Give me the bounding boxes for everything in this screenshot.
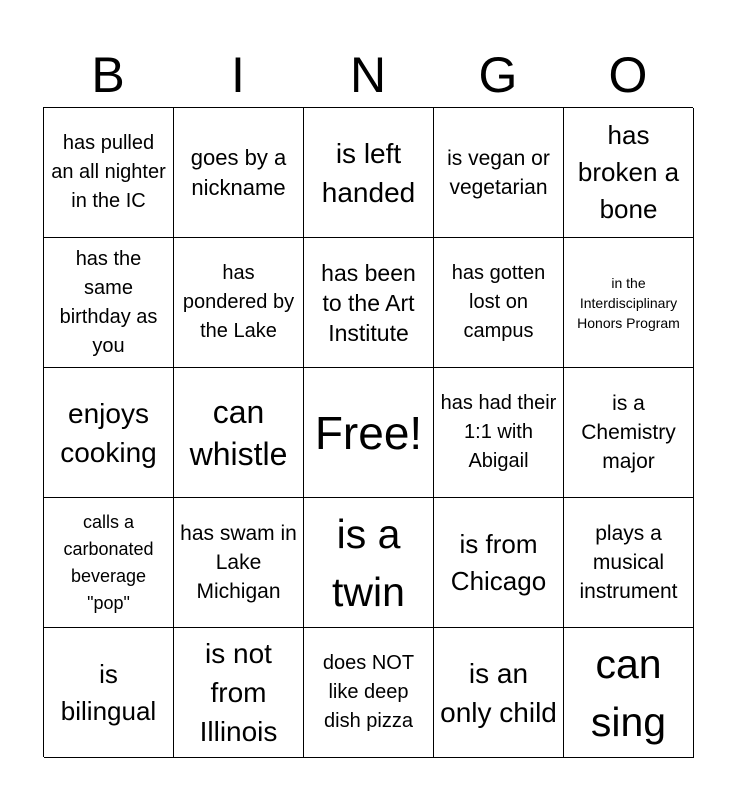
bingo-cell-text: is left handed xyxy=(321,137,416,208)
bingo-cell[interactable] xyxy=(44,108,174,238)
bingo-cell-text: is bilingual xyxy=(60,658,157,726)
bingo-cell[interactable] xyxy=(564,238,694,368)
bingo-cell[interactable] xyxy=(304,238,434,368)
header-letter-n: N xyxy=(349,47,387,103)
bingo-cell[interactable] xyxy=(174,368,304,498)
bingo-cell-text: has pulled an all nighter in the IC xyxy=(51,132,166,212)
header-letter-b: B xyxy=(91,47,125,103)
bingo-cell-text: is from Chicago xyxy=(450,528,547,596)
bingo-cell-text: is a twin xyxy=(332,510,405,615)
bingo-cell[interactable] xyxy=(304,498,434,628)
bingo-cell-text: does NOT like deep dish pizza xyxy=(322,652,415,732)
bingo-header xyxy=(43,42,693,108)
bingo-cell-text: can whistle xyxy=(189,393,288,472)
bingo-cell-text: has broken a bone xyxy=(577,120,680,224)
bingo-cell-text: calls a carbonated beverage "pop" xyxy=(63,511,154,613)
bingo-cell[interactable] xyxy=(44,238,174,368)
header-letter-o: O xyxy=(608,47,648,103)
header-letter-i: I xyxy=(231,47,245,103)
bingo-cell-text: in the Interdisciplinary Honors Program xyxy=(577,274,680,331)
bingo-cell-text: has the same birthday as you xyxy=(59,247,158,357)
bingo-cell-text: Free! xyxy=(314,406,423,459)
bingo-cell-text: has pondered by the Lake xyxy=(182,262,295,342)
bingo-cell[interactable] xyxy=(174,628,304,758)
bingo-cell[interactable] xyxy=(44,498,174,628)
bingo-cell-text: can sing xyxy=(590,640,667,745)
bingo-grid xyxy=(43,107,693,757)
bingo-cell[interactable] xyxy=(434,368,564,498)
bingo-cell[interactable] xyxy=(44,628,174,758)
bingo-cell[interactable] xyxy=(304,108,434,238)
bingo-cell[interactable] xyxy=(564,368,694,498)
bingo-cell[interactable] xyxy=(304,628,434,758)
bingo-cell-text: goes by a nickname xyxy=(190,144,287,200)
bingo-cell-text: is vegan or vegetarian xyxy=(447,146,550,199)
bingo-cell[interactable] xyxy=(304,368,434,498)
bingo-cell-text: enjoys cooking xyxy=(60,397,157,468)
bingo-cell[interactable] xyxy=(434,108,564,238)
bingo-cell[interactable] xyxy=(564,498,694,628)
bingo-cell-text: is not from Illinois xyxy=(199,638,278,747)
bingo-cell[interactable] xyxy=(174,238,304,368)
bingo-cell[interactable] xyxy=(174,108,304,238)
bingo-cell[interactable] xyxy=(564,628,694,758)
header-letter-g: G xyxy=(478,47,518,103)
bingo-cell[interactable] xyxy=(564,108,694,238)
bingo-cell-text: has gotten lost on campus xyxy=(451,262,546,342)
bingo-cell[interactable] xyxy=(434,238,564,368)
bingo-cell[interactable] xyxy=(174,498,304,628)
bingo-cell-text: has been to the Art Institute xyxy=(321,259,416,346)
bingo-cell-text: is an only child xyxy=(440,657,557,728)
bingo-cell-text: plays a musical instrument xyxy=(579,522,678,603)
bingo-cell-text: has swam in Lake Michigan xyxy=(180,522,297,603)
bingo-cell[interactable] xyxy=(434,498,564,628)
bingo-cell-text: is a Chemistry major xyxy=(581,392,676,473)
bingo-cell-text: has had their 1:1 with Abigail xyxy=(440,392,557,472)
bingo-cell[interactable] xyxy=(44,368,174,498)
bingo-cell[interactable] xyxy=(434,628,564,758)
